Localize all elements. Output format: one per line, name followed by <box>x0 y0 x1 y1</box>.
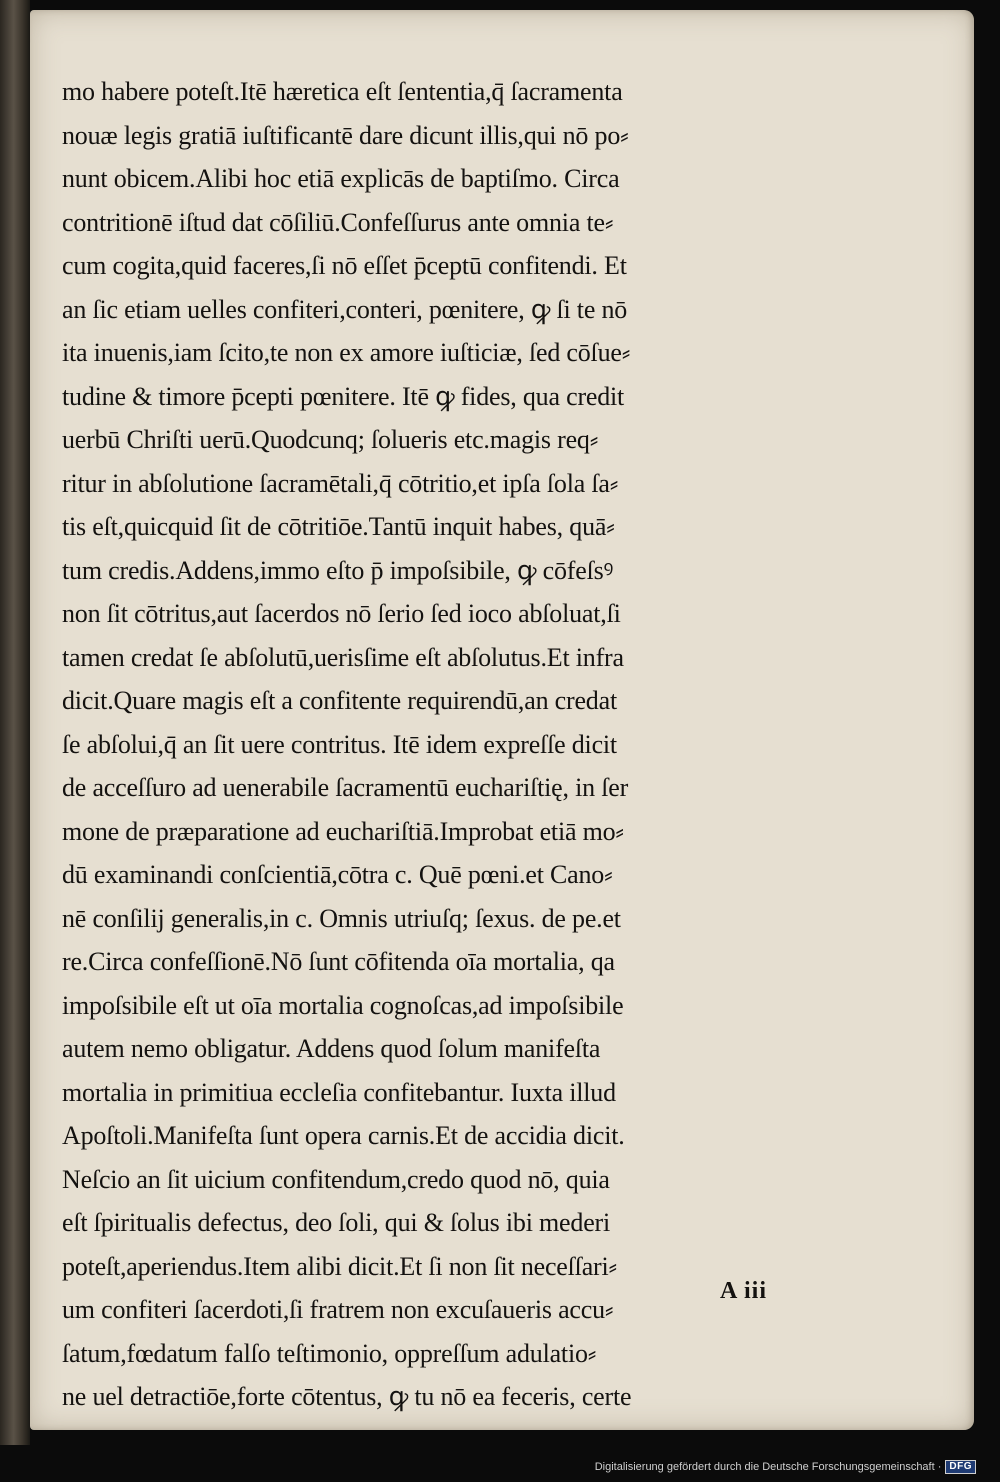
text-line: autem nemo obligatur. Addens quod ſolum manifeſta <box>62 1034 601 1063</box>
text-line: nunt obicem.Alibi hoc etiā explicās de baptiſmo. Circa <box>62 164 620 193</box>
text-line: Apoſtoli.Manifeſta ſunt opera carnis.Et de accidia dicit. <box>62 1121 625 1150</box>
text-line: dū examinandi conſcientiā,cōtra c. Quē pœni.et Cano⸗ <box>62 860 613 889</box>
text-line: um confiteri ſacerdoti,ſi fratrem non excuſaueris accu⸗ <box>62 1295 614 1324</box>
body-text <box>62 70 862 1419</box>
text-line: mo habere poteſt.Itē hæretica eſt ſententia,q̄ ſacramenta <box>62 77 623 106</box>
text-line: ſe abſolui,q̄ an ſit uere contritus. Itē idem expreſſe dicit <box>62 729 617 759</box>
text-line: Neſcio an ſit uicium confitendum,credo quod nō, quia <box>62 1164 610 1194</box>
text-line: tudine & timore p̄cepti pœnitere. Itē ꝙ fides, qua credit <box>62 381 625 411</box>
text-line: nē conſilij generalis,in c. Omnis utriuſq; ſexus. de pe.et <box>62 903 621 933</box>
text-line: contritionē iſtud dat cōſiliū.Confeſſurus ante omnia te⸗ <box>62 207 614 237</box>
text-line: mortalia in primitiua eccleſia confitebantur. Iuxta illud <box>62 1077 616 1107</box>
text-line: tamen credat ſe abſolutū,uerisſime eſt abſolutus.Et infra <box>62 642 624 672</box>
text-line: dicit.Quare magis eſt a confitente requirendū,an credat <box>62 686 617 715</box>
text-line: poteſt,aperiendus.Item alibi dicit.Et ſi non ſit neceſſari⸗ <box>62 1251 617 1281</box>
text-line: tum credis.Addens,immo eſto p̄ impoſsibile, ꝙ cōfeſsꝰ <box>62 555 614 585</box>
text-line: ritur in abſolutione ſacramētali,q̄ cōtritio,et ipſa ſola ſa⸗ <box>62 468 619 498</box>
book-page <box>30 10 974 1430</box>
text-line: cum cogita,quid faceres,ſi nō eſſet p̄ceptū confitendi. Et <box>62 251 627 280</box>
text-line: tis eſt,quicquid ſit de cōtritiōe.Tantū inquit habes, quā⸗ <box>62 512 615 541</box>
text-line: uerbū Chriſti uerū.Quodcunq; ſolueris etc.magis req⸗ <box>62 425 599 454</box>
text-line: impoſsibile eſt ut oīa mortalia cognoſcas,ad impoſsibile <box>62 990 624 1020</box>
book-spine <box>0 0 30 1445</box>
text-line: ita inuenis,iam ſcito,te non ex amore iuſticiæ, ſed cōſue⸗ <box>62 338 631 367</box>
text-line: nouæ legis gratiā iuſtificantē dare dicunt illis,qui nō po⸗ <box>62 120 629 150</box>
text-line: mone de præparatione ad euchariſtiā.Improbat etiā mo⸗ <box>62 816 624 846</box>
digitization-footer <box>595 1460 976 1474</box>
text-line: non ſit cōtritus,aut ſacerdos nō ſerio ſed ioco abſoluat,ſi <box>62 599 621 628</box>
dfg-logo-icon: DFG <box>945 1460 976 1474</box>
signature-mark: A iii <box>720 1278 768 1304</box>
text-line: de acceſſuro ad uenerabile ſacramentū euchariſtię, in ſer <box>62 773 629 802</box>
text-line: ne uel detractiōe,forte cōtentus, ꝙ tu nō ea feceris, certe <box>62 1382 632 1411</box>
text-line: an ſic etiam uelles confiteri,conteri, pœnitere, ꝙ ſi te nō <box>62 294 628 324</box>
text-line: ſatum,fœdatum falſo teſtimonio, oppreſſum adulatio⸗ <box>62 1338 597 1368</box>
text-line: re.Circa confeſſionē.Nō ſunt cōfitenda oīa mortalia, qa <box>62 947 615 976</box>
footer-credit: Digitalisierung gefördert durch die Deutsche Forschungsgemeinschaft · <box>594 1461 942 1473</box>
text-line: eſt ſpiritualis defectus, deo ſoli, qui & ſolus ibi mederi <box>62 1208 611 1237</box>
